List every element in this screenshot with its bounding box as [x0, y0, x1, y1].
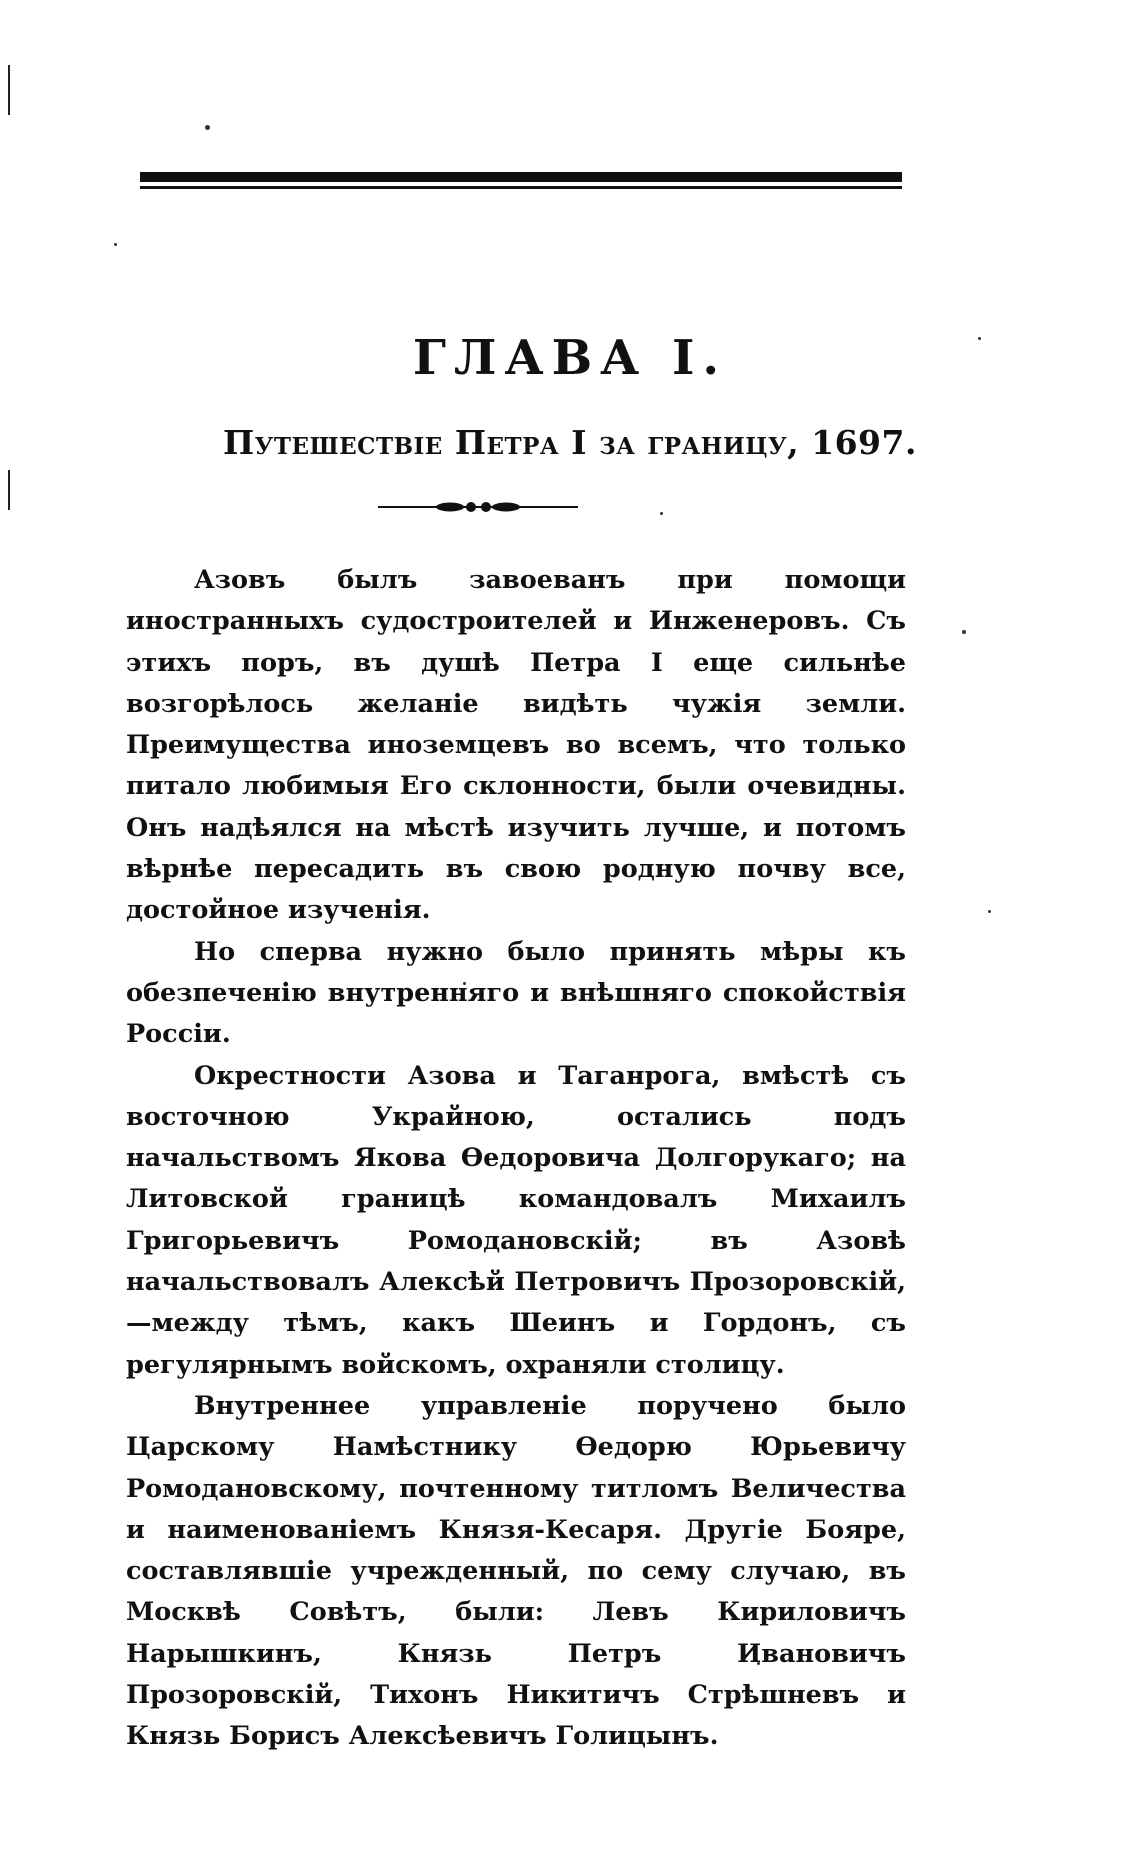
paragraph-commanders: Окрестности Азова и Таганрога, вмѣстѣ съ восточною Украйною, остались подъ начальствомъ Якова Ѳедоровича Долгорукаго; на Литовской границѣ командовалъ Михаилъ Григорьевичъ Ромодановскій; въ Азовѣ начальствовалъ Алексѣй Петровичъ Прозоровскій,—между тѣмъ, какъ Шеинъ и Гордонъ, съ регулярнымъ войскомъ, охраняли столицу. — [126, 1060, 906, 1380]
scan-speck — [205, 125, 210, 130]
scan-speck — [660, 512, 663, 515]
chapter-body — [126, 560, 906, 1758]
chapter-subtitle: Путешествіе Петра I за границу, 1697. — [223, 423, 917, 462]
paragraph-preparations: Но сперва нужно было принять мѣры къ обезпеченію внутренняго и внѣшняго спокойствія Россіи. — [126, 936, 906, 1050]
header-rule-thick — [140, 172, 902, 182]
scan-edge-mark — [8, 65, 10, 115]
ornament-divider — [378, 497, 578, 517]
paragraph-government: Внутреннее управленіе поручено было Царскому Намѣстнику Ѳедорю Юрьевичу Ромодановскому, почтенному титломъ Величества и наименованіемъ Князя-Кесаря. Другіе Бояре, составлявшіе учрежденный, по сему случаю, въ Москвѣ Совѣтъ, были: Левъ Кириловичъ Нарышкинъ, Князь Петръ Ивановичъ Прозоровскій, Тихонъ Никитичъ Стрѣшневъ и Князь Борисъ Алексѣевичъ Голицынъ. — [126, 1390, 906, 1752]
header-rule-thin — [140, 186, 902, 189]
scan-speck — [114, 243, 117, 246]
scan-edge-mark — [8, 470, 10, 510]
scan-speck — [988, 910, 991, 913]
scan-speck — [962, 630, 966, 634]
paragraph-azov: Азовъ былъ завоеванъ при помощи иностранныхъ судостроителей и Инженеровъ. Съ этихъ поръ, въ душѣ Петра I еще сильнѣе возгорѣлось желаніе видѣть чужія земли. Преимущества иноземцевъ во всемъ, что только питало любимыя Его склонности, были очевидны. Онъ надѣялся на мѣстѣ изучить лучше, и потомъ вѣрнѣе пересадить въ свою родную почву все, достойное изученія. — [126, 565, 906, 926]
chapter-title: ГЛАВА I. — [412, 330, 728, 386]
header-double-rule — [140, 172, 902, 189]
